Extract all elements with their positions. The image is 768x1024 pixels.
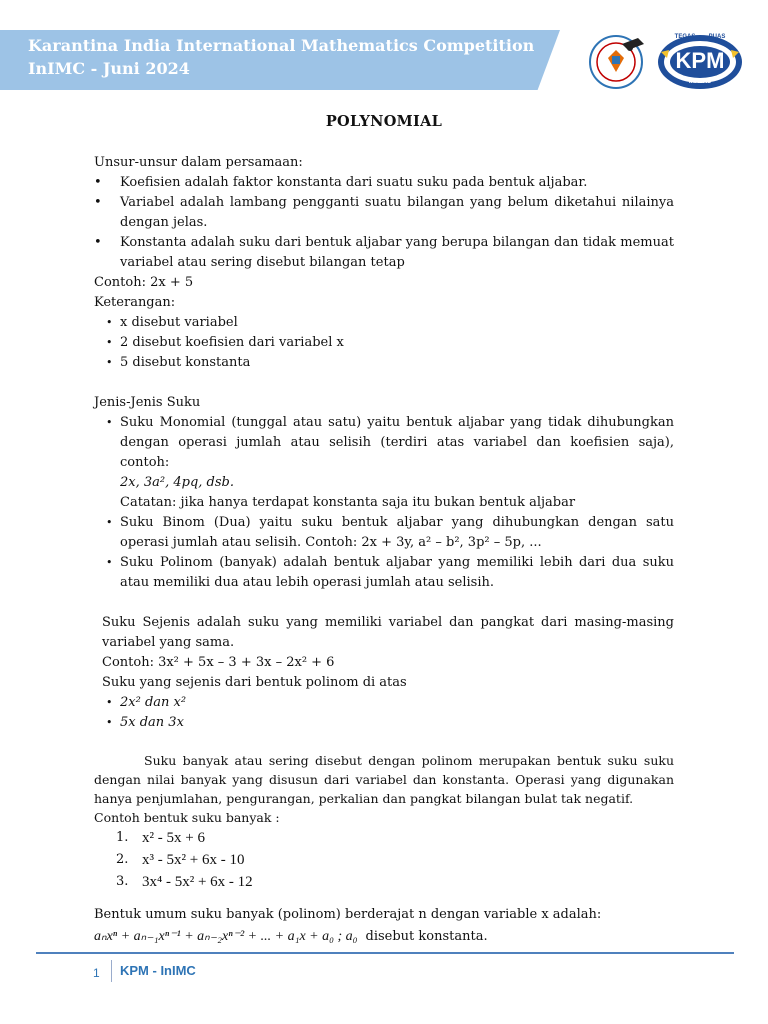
kpm-word-puas: PUAS xyxy=(708,34,726,40)
banyak-examples-heading: Contoh bentuk suku banyak : xyxy=(94,810,280,825)
equation-number: 2. xyxy=(116,852,129,867)
list-item: • 5 disebut konstanta xyxy=(94,353,674,373)
list-item: • 5x dan 3x xyxy=(94,713,674,733)
sejenis-example: Contoh: 3x² + 5x – 3 + 3x – 2x² + 6 xyxy=(102,655,335,670)
list-item-binom: • Suku Binom (Dua) yaitu suku bentuk aljabar yang dihubungkan dengan satu operasi jumlah atau selisih. Contoh: 2x + 3y, a² – b², 3p² – 5p, ... xyxy=(94,513,674,553)
sejenis-section xyxy=(94,613,674,693)
list-item-monomial xyxy=(94,413,674,513)
notes-heading: Keterangan: xyxy=(94,295,176,310)
intro-bullets xyxy=(94,173,674,273)
general-formula: aₙxⁿ + aₙ₋₁xⁿ⁻¹ + aₙ₋₂xⁿ⁻² + ... + a₁x + a₀ ; a₀ xyxy=(94,929,358,944)
general-formula-row xyxy=(94,925,674,949)
monomial-note: Catatan: jika hanya terdapat konstanta saja itu bukan bentuk aljabar xyxy=(120,495,576,510)
header-title-line1: Karantina India International Mathematics Competition xyxy=(28,36,535,55)
monomial-examples: 2x, 3a², 4pq, dsb. xyxy=(120,475,234,490)
list-item-polinom: • Suku Polinom (banyak) adalah bentuk aljabar yang memiliki lebih dari dua suku atau memiliki dua atau lebih operasi jumlah atau selisih. xyxy=(94,553,674,593)
notes-list xyxy=(94,313,674,373)
kpm-word-tegas: TEGAS xyxy=(674,34,696,40)
jenis-heading: Jenis-Jenis Suku xyxy=(94,395,201,410)
equation: 3x⁴ - 5x² + 6x - 12 xyxy=(142,874,253,890)
sejenis-list xyxy=(94,693,674,733)
list-item: • 2x² dan x² xyxy=(94,693,674,713)
list-item: • 2 disebut koefisien dari variabel x xyxy=(94,333,674,353)
general-suffix: disebut konstanta. xyxy=(365,929,488,944)
equation-row xyxy=(94,871,674,893)
intro-heading: Unsur-unsur dalam persamaan: xyxy=(94,155,303,170)
general-heading: Bentuk umum suku banyak (polinom) berderajat n dengan variable x adalah: xyxy=(94,907,602,922)
equation-row xyxy=(94,827,674,849)
document-body xyxy=(94,153,674,949)
page-number: 1 xyxy=(93,966,100,980)
monomial-text: Suku Monomial (tunggal atau satu) yaitu bentuk aljabar yang tidak dihubungkan dengan operasi jumlah atau selisih (terdiri atas variabel dan koefisien saja), contoh: xyxy=(120,415,674,470)
page-title: POLYNOMIAL xyxy=(325,113,443,130)
sejenis-subheading: Suku yang sejenis dari bentuk polinom di atas xyxy=(102,675,407,690)
list-item: • Koefisien adalah faktor konstanta dari suatu suku pada bentuk aljabar. xyxy=(94,173,674,193)
kpm-logo-top-words xyxy=(665,34,735,40)
list-item: • Konstanta adalah suku dari bentuk aljabar yang berupa bilangan dan tidak memuat variabel atau sering disebut bilangan tetap xyxy=(94,233,674,273)
footer-brand: KPM - InIMC xyxy=(120,963,196,978)
equation-number: 3. xyxy=(116,874,129,889)
list-item: • x disebut variabel xyxy=(94,313,674,333)
kpm-logo-text: KPM xyxy=(675,48,725,73)
header-title-line2: InIMC - Juni 2024 xyxy=(28,59,190,78)
banyak-examples xyxy=(94,827,674,893)
jenis-list xyxy=(94,413,674,593)
equation-number: 1. xyxy=(116,830,129,845)
equation-row xyxy=(94,849,674,871)
intro-example: Contoh: 2x + 5 xyxy=(94,275,194,290)
list-item: • Variabel adalah lambang pengganti suatu bilangan yang belum diketahui nilainya dengan jelas. xyxy=(94,193,674,233)
sejenis-text: Suku Sejenis adalah suku yang memiliki variabel dan pangkat dari masing-masing variabel yang sama. xyxy=(102,615,674,650)
equation: x² - 5x + 6 xyxy=(142,830,205,846)
footer-rule xyxy=(36,952,734,954)
banyak-paragraph: Suku banyak atau sering disebut dengan polinom merupakan bentuk suku suku dengan nilai banyak yang disusun dari variabel dan konstanta. Operasi yang digunakan hanya penjumlahan, pengurangan, perkalian dan pangkat bilangan bulat tak negatif. xyxy=(94,753,674,806)
footer-separator xyxy=(111,960,112,982)
equation: x³ - 5x² + 6x - 10 xyxy=(142,852,245,868)
kpm-word-ikhlas: IKHLAS xyxy=(688,79,712,85)
